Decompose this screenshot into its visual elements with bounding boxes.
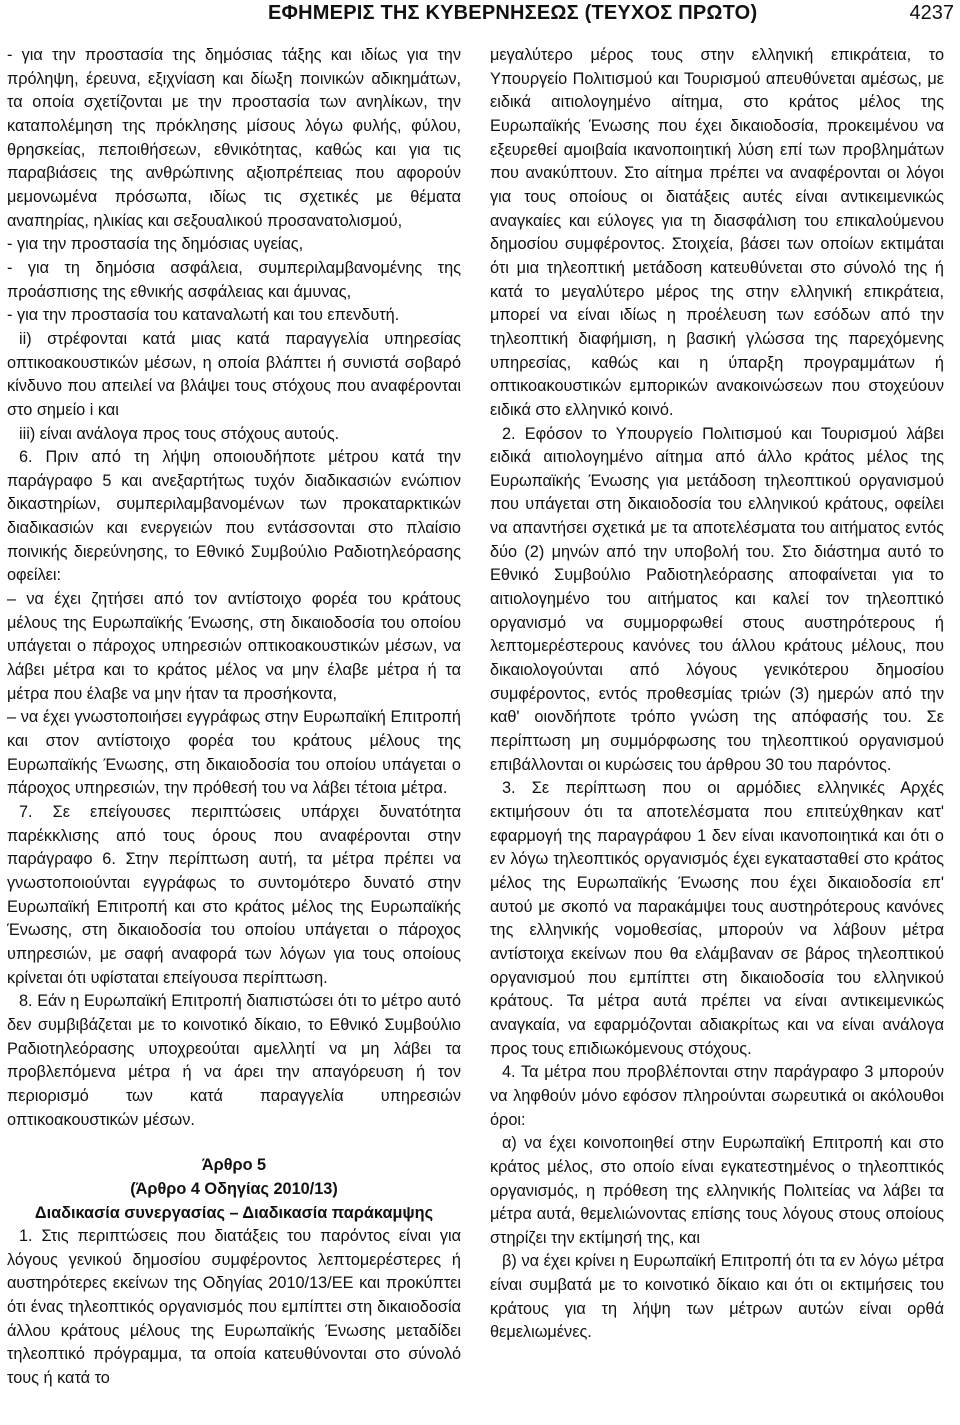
paragraph: 6. Πριν από τη λήψη οποιουδήποτε μέτρου κατά την παράγραφο 5 και ανεξαρτήτως τυχόν διαδικασιών ενώπιον δικαστηρίων, συμπεριλαμβανομένων των προκαταρκτικών διαδικασιών και ενεργειών που εντάσσονται στο πλαίσιο ποινικής διερεύνησης, το Εθνικό Συμβούλιο Ραδιοτηλεόρασης οφείλει: bbox=[7, 448, 461, 585]
paragraph: – να έχει ζητήσει από τον αντίστοιχο φορέα του κράτους μέλους της Ευρωπαϊκής Ένωσης, στη δικαιοδοσία του οποίου υπάγεται ο πάροχος υπηρεσιών οπτικοακουστικών μέσων, να λάβει μέτρα και το κράτος μέλος να μην έλαβε μέτρα ή τα μέτρα που έλαβε να μην ήταν τα προσήκοντα, bbox=[7, 590, 461, 703]
paragraph: - για την προστασία του καταναλωτή και του επενδυτή. bbox=[7, 306, 400, 325]
paragraph: 4. Τα μέτρα που προβλέπονται στην παράγραφο 3 μπορούν να ληφθούν μόνο εφόσον πληρούνται σωρευτικά οι ακόλουθοι όροι: bbox=[490, 1063, 944, 1129]
paragraph: - για την προστασία της δημόσιας τάξης και ιδίως για την πρόληψη, έρευνα, εξιχνίαση και δίωξη ποινικών αδικημάτων, τα οποία σχετίζονται με την προστασία των ανηλίκων, την καταπολέμηση της πρόκλησης μίσους λόγω φυλής, φύλου, θρησκείας, πεποιθήσεων, εθνικότητας, καθώς και για τις παραβιάσεις της ανθρώπινης αξιοπρέπειας που αφορούν μεμονωμένα πρόσωπα, ιδίως τις σχετικές με θέματα αναπηρίας, ηλικίας και σεξουαλικού προσανατολισμού, bbox=[7, 46, 461, 230]
right-column bbox=[490, 44, 944, 1345]
article-subtitle: (Άρθρο 4 Οδηγίας 2010/13) bbox=[130, 1179, 338, 1198]
page-header bbox=[0, 0, 960, 32]
paragraph: 8. Εάν η Ευρωπαϊκή Επιτροπή διαπιστώσει ότι το μέτρο αυτό δεν συμβιβάζεται με το κοινοτικό δίκαιο, το Εθνικό Συμβούλιο Ραδιοτηλεόρασης υποχρεούται αμελλητί να μη λάβει τα προβλεπόμενα μέτρα ή να άρει την απαγόρευση ή τον περιορισμό των κατά παραγγελία υπηρεσιών οπτικοακουστικών μέσων. bbox=[7, 992, 461, 1129]
paragraph: ii) στρέφονται κατά μιας κατά παραγγελία υπηρεσίας οπτικοακουστικών μέσων, η οποία βλάπτει ή συνιστά σοβαρό κίνδυνο που απειλεί να βλάψει τους στόχους που αναφέρονται στο σημείο i και bbox=[7, 329, 461, 419]
paragraph: α) να έχει κοινοποιηθεί στην Ευρωπαϊκή Επιτροπή και στο κράτος μέλος, στο οποίο είναι εγκατεστημένος ο τηλεοπτικός οργανισμός, η πρόθεση της ελληνικής Πολιτείας να λάβει τα μέτρα αυτά, θεμελιώνοντας επίσης τους λόγους στους οποίους στηρίζει την εκτίμησή της, και bbox=[490, 1134, 944, 1247]
article-heading: Διαδικασία συνεργασίας – Διαδικασία παράκαμψης bbox=[34, 1203, 434, 1222]
gazette-title: ΕΦΗΜΕΡΙΣ ΤΗΣ ΚΥΒΕΡΝΗΣΕΩΣ (ΤΕΥΧΟΣ ΠΡΩΤΟ) bbox=[268, 2, 758, 24]
paragraph: – να έχει γνωστοποιήσει εγγράφως στην Ευρωπαϊκή Επιτροπή και στον αντίστοιχο φορέα του κράτους μέλους της Ευρωπαϊκής Ένωσης, στη δικαιοδοσία του οποίου υπάγεται ο πάροχος υπηρεσιών, την πρόθεσή του να λάβει τέτοια μέτρα. bbox=[7, 708, 461, 798]
paragraph: - για την προστασία της δημόσιας υγείας, bbox=[7, 235, 304, 254]
paragraph: 2. Εφόσον το Υπουργείο Πολιτισμού και Τουρισμού λάβει ειδικά αιτιολογημένο αίτημα από άλλο κράτος μέλος της Ευρωπαϊκής Ένωσης για μετάδοση τηλεοπτικού οργανισμού που υπάγεται στη δικαιοδοσία του ελληνικού κράτους, οφείλει να απαντήσει σχετικά με τα αποτελέσματα του αιτήματος εντός δύο (2) μηνών από την υποβολή του. Στο διάστημα αυτό το Εθνικό Συμβούλιο Ραδιοτηλεόρασης αποφαίνεται για το αιτιολογημένο του αιτήματος και καλεί τον τηλεοπτικό οργανισμό να συμμορφωθεί στους αυστηρότερους ή λεπτομερέστερους κανόνες του άλλου κράτους μέλους, που δικαιολογούνται από λόγους γενικότερου δημοσίου συμφέροντος, εντός προθεσμίας τριών (3) ημερών από την καθ' οιονδήποτε τρόπο γνώση της απόφασής του. Σε περίπτωση μη συμμόρφωσης του τηλεοπτικού οργανισμού επιβάλλονται οι κυρώσεις του άρθρου 30 του παρόντος. bbox=[490, 424, 944, 774]
paragraph: 7. Σε επείγουσες περιπτώσεις υπάρχει δυνατότητα παρέκκλισης από τους όρους που αναφέρονται στην παράγραφο 6. Στην περίπτωση αυτή, τα μέτρα πρέπει να γνωστοποιούνται εγγράφως το συντομότερο δυνατό στην Ευρωπαϊκή Επιτροπή και στο κράτος μέλος της Ευρωπαϊκής Ένωσης, στη δικαιοδοσία του οποίου υπάγεται ο πάροχος υπηρεσιών, με σαφή αναφορά των λόγων για τους οποίους κρίνεται ότι υφίσταται επείγουσα περίπτωση. bbox=[7, 803, 461, 987]
paragraph: - για τη δημόσια ασφάλεια, συμπεριλαμβανομένης της προάσπισης της εθνικής ασφάλειας και άμυνας, bbox=[7, 258, 461, 301]
page-number: 4237 bbox=[909, 2, 954, 24]
paragraph: 1. Στις περιπτώσεις που διατάξεις του παρόντος είναι για λόγους γενικού δημοσίου συμφέροντος λεπτομερέστερες ή αυστηρότερες εκείνων της Οδηγίας 2010/13/ΕΕ και προκύπτει ότι ένας τηλεοπτικός οργανισμός που εμπίπτει στη δικαιοδοσία άλλου κράτους μέλους της Ευρωπαϊκής Ένωσης μεταδίδει τηλεοπτικό πρόγραμμα, τα οποία κατευθύνονται στο σύνολό τους ή κατά το bbox=[7, 1227, 461, 1388]
paragraph: μεγαλύτερο μέρος τους στην ελληνική επικράτεια, το Υπουργείο Πολιτισμού και Τουρισμού απευθύνεται αμέσως, με ειδικά αιτιολογημένο αίτημα, στο κράτος μέλος της Ευρωπαϊκής Ένωσης που έχει δικαιοδοσία, προκειμένου να εξευρεθεί αμοιβαία ικανοποιητική λύση επί των προβλημάτων που ανακύπτουν. Στο αίτημα πρέπει να αναφέρονται οι λόγοι για τους οποίους οι διατάξεις αυτές είναι αντικειμενικώς αναγκαίες και εύλογες για τη διασφάλιση του επικαλούμενου δημοσίου συμφέροντος. Στοιχεία, βάσει των οποίων εκτιμάται ότι μια τηλεοπτική μετάδοση κατευθύνεται στο σύνολό της ή κατά το μεγαλύτερο μέρος της στην ελληνική επικράτεια, μπορεί να είναι ιδίως η προέλευση των εσόδων από την τηλεοπτική διαφήμιση, η βασική γλώσσα της παρεχόμενης υπηρεσίας, καθώς και η ύπαρξη προγραμμάτων ή οπτικοακουστικών εμπορικών ανακοινώσεων που στοχεύουν ειδικά στο ελληνικό κοινό. bbox=[490, 46, 944, 419]
paragraph: 3. Σε περίπτωση που οι αρμόδιες ελληνικές Αρχές εκτιμήσουν ότι τα αποτελέσματα που επιτεύχθηκαν κατ' εφαρμογή της παραγράφου 1 δεν είναι ικανοποιητικά και ότι ο εν λόγω τηλεοπτικός οργανισμός έχει εγκατασταθεί στο κράτος μέλος της Ευρωπαϊκής Ένωσης που έχει δικαιοδοσία επ' αυτού με σκοπό να παρακάμψει τους αυστηρότερους κανόνες της ελληνικής νομοθεσίας, μπορούν να λάβουν μέτρα αντίστοιχα εκείνων που θα ελάμβαναν σε βάρος τηλεοπτικού οργανισμού που εμπίπτει στη δικαιοδοσία του ελληνικού κράτους. Τα μέτρα αυτά πρέπει να είναι αντικειμενικώς αναγκαία, να εφαρμόζονται αδιακρίτως και να είναι ανάλογα προς τους επιδιωκόμενους στόχους. bbox=[490, 779, 944, 1058]
paragraph: β) να έχει κρίνει η Ευρωπαϊκή Επιτροπή ότι τα εν λόγω μέτρα είναι συμβατά με το κοινοτικό δίκαιο και ότι οι εκτιμήσεις του κράτους για τη λήψη των μέτρων αυτών είναι ορθά θεμελιωμένες. bbox=[490, 1252, 944, 1342]
paragraph: iii) είναι ανάλογα προς τους στόχους αυτούς. bbox=[19, 424, 340, 443]
article-title: Άρθρο 5 bbox=[201, 1156, 267, 1175]
left-column bbox=[7, 44, 461, 1391]
